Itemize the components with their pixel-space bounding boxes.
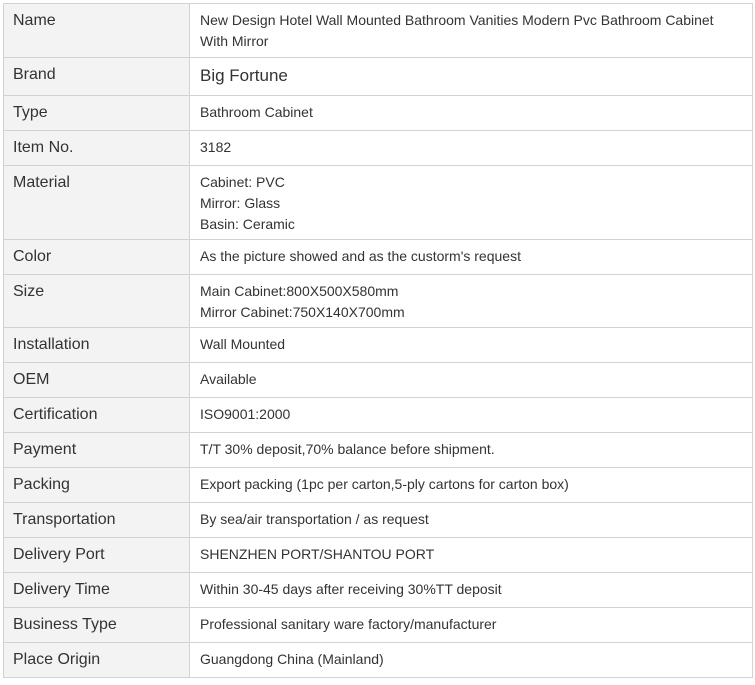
- spec-value: [190, 433, 753, 468]
- spec-value: [190, 398, 753, 433]
- spec-label: Name: [4, 4, 190, 58]
- spec-value-line: Mirror: Glass: [200, 195, 281, 211]
- spec-value-line: Big Fortune: [200, 66, 288, 85]
- spec-value-line: 3182: [200, 139, 232, 155]
- spec-value: [190, 538, 753, 573]
- spec-value-line: As the picture showed and as the custorm's request: [200, 248, 521, 264]
- spec-row-type: [4, 96, 753, 131]
- spec-row-material: [4, 166, 753, 240]
- spec-label: Type: [4, 96, 190, 131]
- spec-label: Item No.: [4, 131, 190, 166]
- spec-value-line: Export packing (1pc per carton,5-ply cartons for carton box): [200, 476, 569, 492]
- spec-value: [190, 608, 753, 643]
- spec-value-line: Guangdong China (Mainland): [200, 651, 384, 667]
- spec-value-line: T/T 30% deposit,70% balance before shipment.: [200, 441, 495, 457]
- spec-value: [190, 573, 753, 608]
- spec-value: [190, 468, 753, 503]
- spec-row-name: [4, 4, 753, 58]
- spec-value-line: Professional sanitary ware factory/manufacturer: [200, 616, 497, 632]
- spec-label: Delivery Port: [4, 538, 190, 573]
- spec-row-brand: [4, 58, 753, 96]
- spec-label: Delivery Time: [4, 573, 190, 608]
- spec-value: [190, 166, 753, 240]
- spec-value-line: Basin: Ceramic: [200, 216, 295, 232]
- spec-value: [190, 4, 753, 58]
- spec-value: [190, 96, 753, 131]
- spec-value-line: New Design Hotel Wall Mounted Bathroom Vanities Modern Pvc Bathroom Cabinet With Mirror: [200, 12, 714, 49]
- spec-value-line: Mirror Cabinet:750X140X700mm: [200, 304, 405, 320]
- spec-row-delivery-port: [4, 538, 753, 573]
- spec-label: Material: [4, 166, 190, 240]
- spec-value: [190, 643, 753, 678]
- spec-value-line: Cabinet: PVC: [200, 174, 285, 190]
- spec-label: Business Type: [4, 608, 190, 643]
- spec-row-place-origin: [4, 643, 753, 678]
- spec-value-line: Available: [200, 371, 257, 387]
- spec-value-line: Wall Mounted: [200, 336, 286, 352]
- spec-value-line: Within 30-45 days after receiving 30%TT deposit: [200, 581, 502, 597]
- spec-row-installation: [4, 328, 753, 363]
- spec-label: OEM: [4, 363, 190, 398]
- spec-value-line: ISO9001:2000: [200, 406, 291, 422]
- spec-value: [190, 503, 753, 538]
- spec-label: Payment: [4, 433, 190, 468]
- spec-label: Packing: [4, 468, 190, 503]
- spec-value: [190, 328, 753, 363]
- spec-row-business-type: [4, 608, 753, 643]
- spec-value: [190, 275, 753, 328]
- spec-row-item-no: [4, 131, 753, 166]
- spec-value: [190, 363, 753, 398]
- spec-row-oem: [4, 363, 753, 398]
- spec-label: Color: [4, 240, 190, 275]
- spec-row-transportation: [4, 503, 753, 538]
- spec-value: [190, 131, 753, 166]
- spec-label: Place Origin: [4, 643, 190, 678]
- spec-value-line: Bathroom Cabinet: [200, 104, 313, 120]
- spec-value-line: SHENZHEN PORT/SHANTOU PORT: [200, 546, 435, 562]
- spec-row-packing: [4, 468, 753, 503]
- spec-row-color: [4, 240, 753, 275]
- spec-label: Installation: [4, 328, 190, 363]
- spec-row-certification: [4, 398, 753, 433]
- spec-value: [190, 240, 753, 275]
- spec-label: Transportation: [4, 503, 190, 538]
- spec-label: Brand: [4, 58, 190, 96]
- spec-row-payment: [4, 433, 753, 468]
- spec-row-delivery-time: [4, 573, 753, 608]
- spec-value-line: By sea/air transportation / as request: [200, 511, 429, 527]
- spec-value-line: Main Cabinet:800X500X580mm: [200, 283, 399, 299]
- spec-row-size: [4, 275, 753, 328]
- product-spec-table: [3, 3, 753, 678]
- spec-label: Certification: [4, 398, 190, 433]
- spec-label: Size: [4, 275, 190, 328]
- spec-value: [190, 58, 753, 96]
